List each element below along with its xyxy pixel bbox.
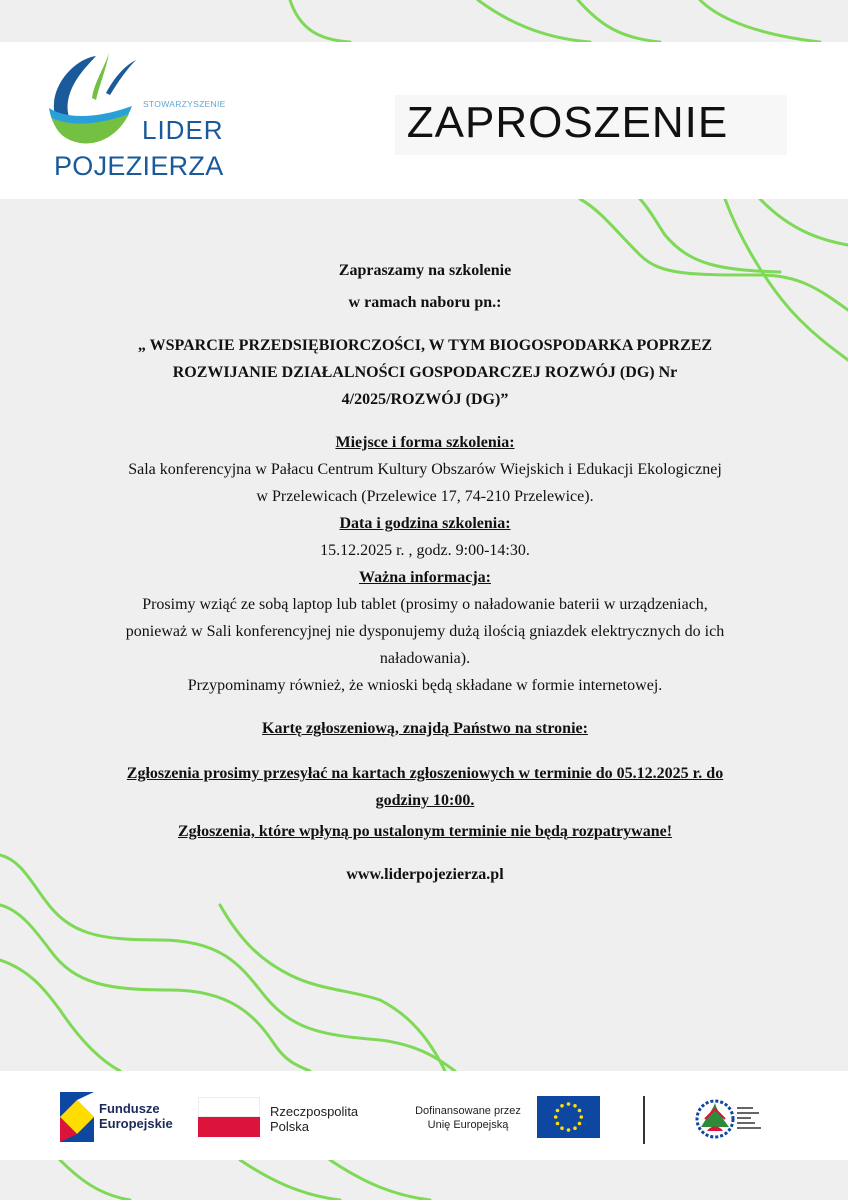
info-line-4: Przypominamy również, że wnioski będą składane w formie internetowej.	[187, 677, 663, 694]
eu-funding-line-2: Unię Europejską	[427, 1119, 509, 1131]
footer-divider	[643, 1096, 645, 1144]
date-heading: Data i godzina szkolenia:	[339, 515, 511, 532]
intro-line-1: Zapraszamy na szkolenie	[338, 262, 512, 279]
eu-flag-icon	[537, 1096, 600, 1138]
logo-small-text: STOWARZYSZENIE	[143, 99, 226, 109]
program-title-line-1: „ WSPARCIE PRZEDSIĘBIORCZOŚCI, W TYM BIOGOSPODARKA POPRZEZ	[137, 337, 713, 354]
program-title-line-3: 4/2025/ROZWÓJ (DG)”	[341, 391, 509, 408]
rzeczpospolita-line-1: Rzeczpospolita	[270, 1104, 359, 1119]
info-line-1: Prosimy wziąć ze sobą laptop lub tablet (prosimy o naładowanie baterii w urządzeniach,	[142, 596, 708, 613]
fundusze-line-1: Fundusze	[99, 1101, 160, 1116]
logo-pojezierza-text: POJEZIERZA	[54, 151, 224, 181]
info-line-2: ponieważ w Sali konferencyjnej nie dysponujemy dużą ilością gniazdek elektrycznych do ich	[125, 623, 725, 640]
poland-flag-icon	[198, 1097, 260, 1137]
deadline-line-1: Zgłoszenia prosimy przesyłać na kartach zgłoszeniowych w terminie do 05.12.2025 r. do	[126, 765, 724, 782]
place-line-2: w Przelewicach (Przelewice 17, 74-210 Przelewice).	[256, 488, 594, 505]
program-title-line-2: ROZWIJANIE DZIAŁALNOŚCI GOSPODARCZEJ ROZWÓJ (DG) Nr	[172, 364, 678, 381]
registration-card-text: Kartę zgłoszeniową, znajdą Państwo na stronie:	[262, 720, 588, 737]
deadline-line-2: godziny 10:00.	[375, 792, 475, 809]
place-line-1: Sala konferencyjna w Pałacu Centrum Kultury Obszarów Wiejskich i Edukacji Ekologicznej	[128, 461, 722, 478]
rzeczpospolita-line-2: Polska	[270, 1119, 310, 1134]
info-line-3: naładowania).	[379, 650, 471, 667]
eu-funding-line-1: Dofinansowane przez	[415, 1105, 521, 1117]
invitation-content	[60, 258, 790, 888]
logo-lider-text: LIDER	[142, 115, 224, 145]
date-text: 15.12.2025 r. , godz. 9:00-14:30.	[320, 542, 530, 559]
fundusze-europejskie-logo-icon	[60, 1092, 94, 1142]
late-submission-note: Zgłoszenia, które wpłyną po ustalonym terminie nie będą rozpatrywane!	[177, 823, 673, 840]
place-heading: Miejsce i forma szkolenia:	[335, 434, 515, 451]
fundusze-line-2: Europejskie	[99, 1116, 173, 1131]
website-link[interactable]: www.liderpojezierza.pl	[346, 866, 504, 883]
lag-emblem-icon	[693, 1097, 783, 1141]
info-heading: Ważna informacja:	[359, 569, 491, 586]
page-title: ZAPROSZENIE	[406, 98, 729, 147]
intro-line-2: w ramach naboru pn.:	[348, 294, 502, 311]
